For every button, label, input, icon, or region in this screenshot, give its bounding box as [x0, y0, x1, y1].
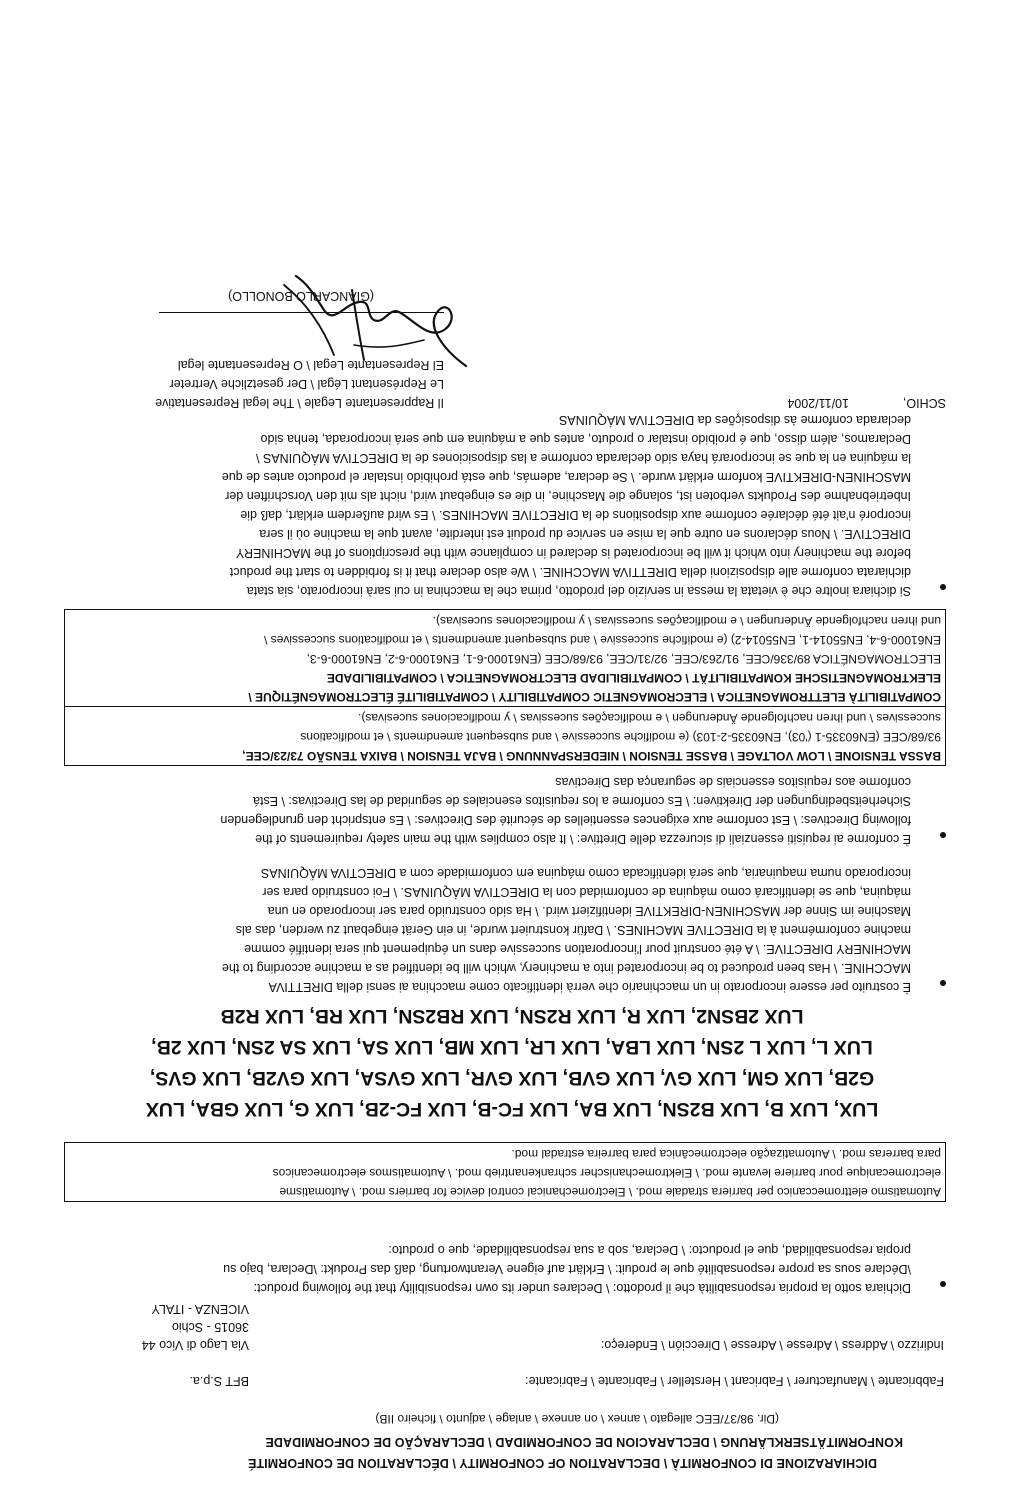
emc-line: und ihren nachfolgende Änderungen \ e modificações sucessivas \ y modificaciones sucesivas). [432, 614, 941, 628]
bullet-dot [940, 584, 946, 590]
model-list-line: G2B, LUX GM, LUX GV, LUX GVB, LUX GVR, LUX GVSA, LUX GV2B, LUX GVS, [149, 1067, 875, 1089]
clause-line: la máquina en la que se incorporará haya sido declarada conforme a las disposiciones de la DIRECTIVA MÁQUINAS \ [256, 451, 911, 465]
emc-line: COMPATIBILITÀ ELETTROMAGNETICA \ ELECROMAGNETIC COMPATIBILITY \ COMPATIBILITÉ ÉLECTROMAGNÉTIQUE \ [248, 690, 941, 704]
declare-paragraph [223, 1240, 911, 1297]
manufacturer-name: BFT S.p.a. [189, 1374, 249, 1388]
clause-machinery-paragraph [222, 863, 911, 996]
address-line-3: VICENZA - ITALY [151, 1302, 249, 1316]
clause-line: conforme aos requisitos essenciais de segurança das Directivas [555, 775, 911, 789]
signatory-title-line: El Representante Legal \ O Representante legal [177, 358, 444, 372]
model-list-line: LUX L, LUX L 2SN, LUX LBA, LUX LR, LUX MB, LUX SA, LUX SA 2SN, LUX 2B, [151, 1036, 873, 1058]
title-line-1: DICHIARAZIONE DI CONFORMITÀ \ DECLARATION OF CONFORMITY \ DÉCLARATION DE CONFORMITÉ [247, 1456, 877, 1470]
clause-safety-paragraph [220, 772, 911, 848]
product-box [64, 1142, 946, 1202]
lvd-line: BASSA TENSIONE \ LOW VOLTAGE \ BASSE TENSION \ NIEDERSPANNUNG \ BAJA TENSION \ BAIXA TENSÃO 73/23/CEE, [242, 749, 941, 763]
clause-line: MASCHINEN-DIREKTIVE konform erklärt wurde. \ Se declara, además, que está prohibido instalar el producto antes de que [221, 470, 911, 484]
address-line-1: Via Lago di Vico 44 [141, 1338, 249, 1352]
emc-line: EN61000-6-4, EN55014-1, EN55014-2) (e modifiche successive \ and subsequent amendments \ et modifications successives \ [263, 633, 941, 647]
model-list-line: LUX 2BSN2, LUX R, LUX R2SN, LUX RB2SN, LUX RB, LUX R2B [220, 1005, 804, 1027]
clause-line: Sicherheitsbedingungen der Direktiven: \ Es conforme a los requisitos esenciales de seguridad de las Directivas: \ Está [253, 794, 911, 808]
title-line-2: KONFORMITÄTSERKLÄRUNG \ DECLARACION DE CONFORMIDAD \ DECLARAÇÃO DE CONFORMIDADE [265, 1435, 903, 1449]
lvd-line: 93/68/CEE (EN60335-1 ('03), EN60335-2-103) (e modifiche successive \ and subsequent amendments \ et modifications [300, 730, 941, 744]
address-label: Indirizzo \ Address \ Adresse \ Adresse \ Dirección \ Endereço: [600, 1338, 944, 1352]
clause-line: incorporé n'ait été déclarée conforme aux dispositions de la DIRECTIVE MACHINES. \ Es wird außerdem erklärt, daß die [240, 508, 911, 522]
place-text: SCHIO, [902, 396, 946, 410]
declare-line: Dichiara sotto la propria responsabilità che il prodotto: \ Declares under its own responsibility that the following product: [253, 1281, 911, 1295]
signatory-title-line: Le Représentant Légal \ Der gesetzliche Vertreter [169, 377, 444, 391]
product-line: electromecanique pour barriere levante mod. \ Elektromechanischer schrankenantrieb mod. \ Automatismos electromecanicos [272, 1166, 941, 1180]
emc-box [64, 609, 946, 707]
emc-line: ELEKTROMAGNETISCHE KOMPATIBILITÄT \ COMPATIBILIDAD ELECTROMAGNETICA \ COMPATIBILIDADE [326, 671, 941, 685]
signatory-title-line: Il Rappresentante Legale \ The legal Representative [155, 396, 444, 410]
product-line: Automatismo elettromeccanico per barriera stradale mod. \ Electromechanical control device for barriers mod. \ Automatisme [279, 1185, 941, 1199]
manufacturer-label: Fabbricante \ Manufacturer \ Fabricant \ Hersteller \ Fabricante \ Fabricante: [525, 1374, 944, 1388]
bullet-dot [940, 1281, 946, 1287]
signatory-name: (GIANCARLO BONOLLO) [228, 289, 374, 303]
clause-line: machine conformément à la DIRECTIVE MACHINES. \ Dafür konstruiert wurde, in ein Gerät eingebaut zu werden, das als [235, 923, 911, 937]
bullet-dot [940, 832, 946, 838]
address-line-2: 36015 - Schio [171, 1320, 249, 1334]
lvd-line: successives \ und ihren nachfolgende Änderungen \ e modificações sucessivas \ y modificaciones sucesivas). [358, 711, 941, 725]
product-line: para barreras mod. \ Automatização electromecânica para barreira estradal mod. [511, 1147, 941, 1161]
clause-line: DIRECTIVE. \ Nous déclarons en outre que la mise en service du produit est interdite, avant que la machine où il sera [259, 527, 911, 541]
clause-line: Si dichiara inoltre che è vietata la messa in servizio del prodotto, prima che la macchina in cui sarà incorporato, sia stata [246, 584, 911, 598]
low-voltage-box [64, 706, 946, 766]
bullet-dot [940, 980, 946, 986]
clause-line: Declaramos, além disso, que é proibido instalar o produto, antes que a máquina em que será incorporada, tenha sido [260, 432, 911, 446]
clause-line: MACHINERY DIRECTIVE. \ A été construit pour l'incorporation successive dans un équipement qui sera identifié comme [244, 942, 911, 956]
clause-line: dichiarata conforme alle disposizioni della DIRETTIVA MACCHINE. \ We also declare that it is forbidden to start the product [229, 565, 911, 579]
clause-line: È conforme ai requisiti essenziali di sicurezza delle Direttive: \ It also complies with the main safety requirements of the [255, 832, 911, 846]
clause-line: incorporado numa maquinaria, que será identificada como máquina em conformidade com a DIRECTIVA MÁQUINAS [260, 866, 911, 880]
date-text: 10/11/2004 [787, 396, 849, 410]
clause-line: Maschine im Sinne der MASCHINEN-DIREKTIVE identifiziert wird. \ Ha sido construido para ser incorporado en una [267, 904, 911, 918]
title-line-3: (Dir. 98/37/EEC allegato \ annex \ on annexe \ anlage \ adjunto \ ficheiro IIB) [375, 1412, 779, 1426]
clause-prohibition-paragraph [222, 410, 911, 600]
clause-line: È costruito per essere incorporato in un macchinario che verrà identificato come macchina ai sensi della DIRETTIVA [268, 980, 911, 994]
clause-line: before the machinery into which it will be incorporated is declared in compliance with the prescriptions of the MACHINERY [235, 546, 911, 560]
emc-line: ELECTROMAGNÉTICA 89/336/CEE, 91/263/CEE, 92/31/CEE, 93/68/CEE (EN61000-6-1, EN61000-6-2, EN61000-6-3, [306, 652, 941, 666]
declare-line: propia responsabilidad, que el producto: \ Declara, sob a sua responsabilidade, que o produto: [388, 1243, 911, 1257]
declare-line: \Déclare sous sa propre responsabilité que le produit: \ Erklärt auf eigene Verantwortung, daß das Produkt: \Declara, bajo su [223, 1262, 911, 1276]
signature-line [159, 312, 444, 313]
clause-line: Inbetriebnahme des Produkts verboten ist, solange die Maschine, in die es eingebaut wird, nicht als mit den Vorschriften der [225, 489, 911, 503]
model-list-line: LUX, LUX B, LUX B2SN, LUX BA, LUX FC-B, LUX FC-2B, LUX G, LUX GBA, LUX [145, 1098, 879, 1120]
clause-line: MACCHINE. \ Has been produced to be incorporated into a machinery, which will be identified as a machine according to the [221, 961, 911, 975]
clause-line: declarada conforme às disposições da DIRECTIVA MÁQUINAS [559, 413, 911, 427]
clause-line: following Directives: \ Est conforme aux exigences essentielles de sécurité des Directives: \ Es entspricht den grundlegenden [220, 813, 911, 827]
clause-line: máquina, que se identificará como máquina de conformidad con la DIRECTIVA MÁQUINAS. \ Foi construido para ser [262, 885, 911, 899]
